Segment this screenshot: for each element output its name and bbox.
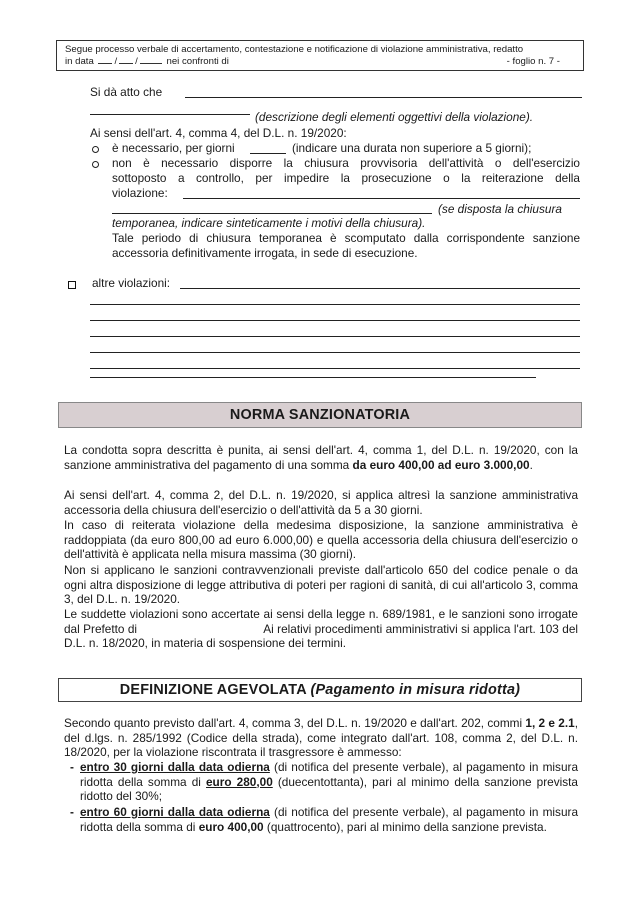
norma-p5-text-b: Ai relativi procedimenti amministrativi si applica l'art. 103 del D.L. n. 18/2020, in materia di sospensione dei termini. xyxy=(64,621,578,651)
page-number: - foglio n. 7 - xyxy=(506,56,560,67)
closure-days-field[interactable] xyxy=(250,153,286,154)
section-title-definizione xyxy=(58,678,582,702)
option-closure-label: è necessario, per giorni xyxy=(112,141,235,155)
date-day-field[interactable] xyxy=(98,63,112,64)
violation-reason-line-1[interactable] xyxy=(183,198,580,199)
other-violations-line-2[interactable] xyxy=(90,304,580,305)
other-violations-checkbox[interactable] xyxy=(68,281,76,289)
other-violations-line-3[interactable] xyxy=(90,320,580,321)
closure-reason-hint-2: temporanea, indicare sinteticamente i motivi della chiusura). xyxy=(112,216,426,230)
norma-p5-text-a: Le suddette violazioni sono accertate ai sensi della legge n. 689/1981, e le sanzioni sono irrogate dal Prefetto di xyxy=(64,607,578,636)
other-violations-label: altre violazioni: xyxy=(92,276,171,290)
definizione-title: DEFINIZIONE AGEVOLATA xyxy=(119,682,307,698)
violation-reason-line-2[interactable] xyxy=(112,213,432,214)
bullet-marker: - xyxy=(70,805,74,819)
def-intro-c: , del d.lgs. n. 285/1992 (Codice della strada), come integrato dall'art. 108, comma 2, del D.L. n. 18/2020, per la violazione riscontrata il trasgressore è ammesso: xyxy=(64,716,578,760)
legal-reference: Ai sensi dell'art. 4, comma 4, del D.L. n. 19/2020: xyxy=(90,126,347,140)
option-closure-radio[interactable] xyxy=(92,146,99,153)
facts-line-2[interactable] xyxy=(90,114,250,115)
other-violations-line-4[interactable] xyxy=(90,336,580,337)
item1-amount: euro 280,00 xyxy=(206,774,273,789)
payment-option-60-days xyxy=(80,805,578,834)
bullet-marker: - xyxy=(70,760,74,774)
closure-days-hint: (indicare una durata non superiore a 5 giorni); xyxy=(292,141,532,155)
definizione-intro xyxy=(64,716,578,760)
facts-line-1[interactable] xyxy=(185,97,582,98)
section-title-norma: NORMA SANZIONATORIA xyxy=(58,402,582,428)
header-against-label: nei confronti di xyxy=(166,56,229,67)
date-separator: / xyxy=(135,56,138,67)
item2-amount: euro 400,00 xyxy=(198,819,264,834)
header-date-label: in data xyxy=(65,56,94,67)
item2-text: (di notifica del presente verbale), al pagamento in misura ridotta della somma di xyxy=(80,805,579,834)
facts-description-hint: (descrizione degli elementi oggettivi della violazione). xyxy=(255,110,534,124)
other-violations-line-7[interactable] xyxy=(90,377,536,378)
no-closure-line-1: non è necessario disporre la chiusura provvisoria dell'attività o dell'esercizio xyxy=(112,156,580,170)
facts-intro: Si dà atto che xyxy=(90,85,163,99)
norma-paragraph-1 xyxy=(64,443,578,472)
definizione-subtitle: (Pagamento in misura ridotta) xyxy=(310,682,521,698)
option-no-closure-radio[interactable] xyxy=(92,161,99,168)
payment-option-30-days xyxy=(80,760,578,804)
closure-reason-hint-1: (se disposta la chiusura xyxy=(438,202,562,216)
date-month-field[interactable] xyxy=(119,63,133,64)
date-year-field[interactable] xyxy=(140,63,162,64)
page-header xyxy=(56,40,584,71)
norma-p1-text: La condotta sopra descritta è punita, ai sensi dell'art. 4, comma 1, del D.L. n. 19/2020, con la sanzione amministrativa del pagamento di una somma xyxy=(64,443,578,472)
item2-tail: (quattrocento), pari al minimo della sanzione prevista. xyxy=(266,819,547,834)
norma-paragraph-3: In caso di reiterata violazione della medesima disposizione, la sanzione amministrativa è raddoppiata (da euro 800,00 ad euro 6.000,00) e quella accessoria della chiusura dell'esercizio o dell'attività è applicata nella misura massima (30 giorni). xyxy=(64,518,578,562)
item1-text: (di notifica del presente verbale), al pagamento in misura ridotta della somma di xyxy=(80,760,579,789)
norma-paragraph-4: Non si applicano le sanzioni contravvenzionali previste dall'articolo 650 del codice penale o da ogni altra disposizione di legge attributiva di poteri per ragioni di sanità, di cui all'articolo 3, comma 3, del D.L. n. 19/2020. xyxy=(64,563,578,607)
norma-paragraph-2: Ai sensi dell'art. 4, comma 2, del D.L. n. 19/2020, si applica altresì la sanzione amministrativa accessoria della chiusura dell'esercizio o dell'attività da 5 a 30 giorni. xyxy=(64,488,578,517)
header-line-1: Segue processo verbale di accertamento, contestazione e notificazione di violazione amministrativa, redatto xyxy=(65,44,524,55)
norma-paragraph-5 xyxy=(64,607,578,651)
def-intro-b: 1, 2 e 2.1 xyxy=(525,716,575,730)
norma-p1-amount: da euro 400,00 ad euro 3.000,00 xyxy=(352,457,530,472)
date-separator: / xyxy=(114,56,118,67)
other-violations-line-6[interactable] xyxy=(90,368,580,369)
other-violations-line-1[interactable] xyxy=(180,288,580,289)
closure-period-note-2: accessoria definitivamente irrogata, in sede di esecuzione. xyxy=(112,246,418,260)
def-intro-a: Secondo quanto previsto dall'art. 4, comma 3, del D.L. n. 19/2020 e dall'art. 202, commi xyxy=(64,716,523,730)
item1-deadline: entro 30 giorni dalla data odierna xyxy=(80,760,270,774)
item2-deadline: entro 60 giorni dalla data odierna xyxy=(80,805,270,819)
no-closure-line-3: violazione: xyxy=(112,186,168,200)
closure-period-note-1: Tale periodo di chiusura temporanea è scomputato dalla corrispondente sanzione xyxy=(112,231,580,245)
no-closure-line-2: sottoposto a controllo, per impedire la prosecuzione o la reiterazione della xyxy=(112,171,580,185)
other-violations-line-5[interactable] xyxy=(90,352,580,353)
norma-p1-period: . xyxy=(529,457,533,472)
item1-tail: (duecentottanta), pari al minimo della sanzione prevista ridotto del 30%; xyxy=(80,774,578,804)
